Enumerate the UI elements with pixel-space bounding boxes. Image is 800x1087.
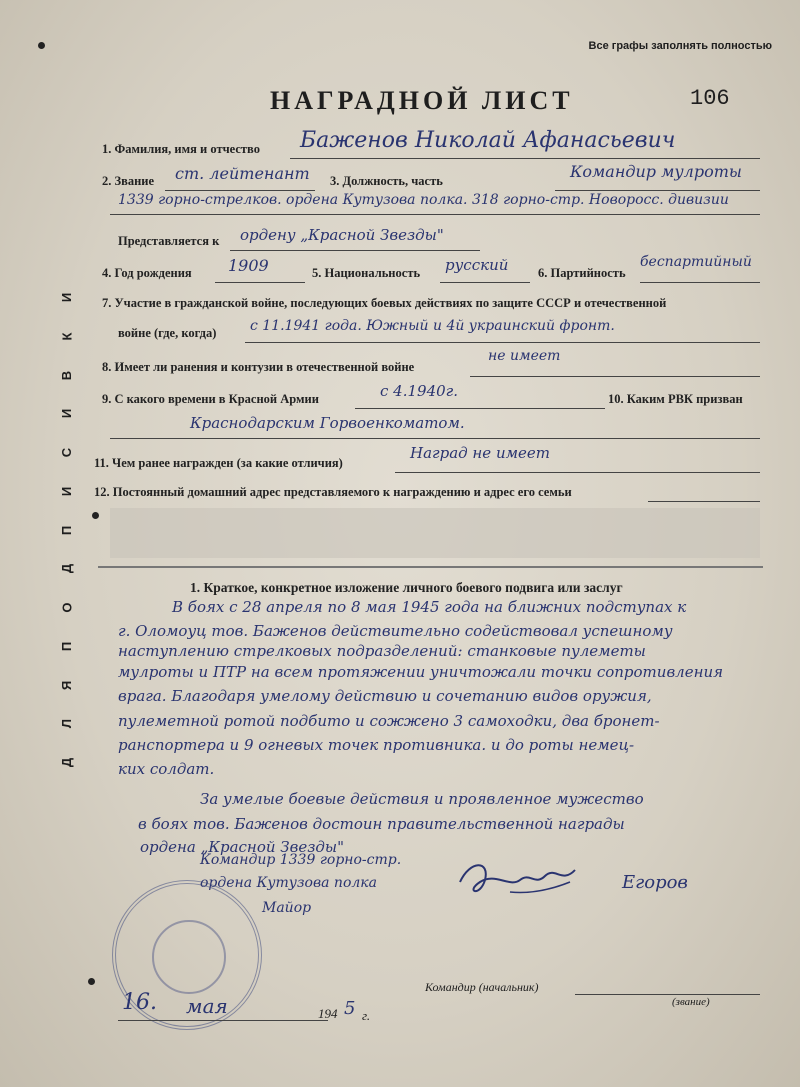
field-3-label: 3. Должность, часть: [330, 174, 443, 188]
vertical-letter: И: [59, 409, 75, 419]
conclusion-line: ордена „Красной Звезды": [140, 838, 345, 856]
field-5-label: 5. Национальность: [312, 266, 421, 280]
represent-value: ордену „Красной Звезды": [240, 226, 444, 244]
field-9-value: с 4.1940г.: [380, 382, 459, 400]
vertical-letter: О: [59, 602, 75, 613]
field-10-label: 10. Каким РВК призван: [608, 392, 743, 406]
field-4-value: 1909: [228, 256, 269, 275]
field-10-value: Краснодарским Горвоенкоматом.: [190, 414, 465, 432]
date-day: 16.: [122, 990, 157, 1015]
signer-position: Командир 1339 горно-стр.: [200, 852, 402, 868]
vertical-letter: И: [59, 486, 75, 496]
field-11-label: 11. Чем ранее награжден (за какие отличия): [94, 456, 343, 470]
vertical-letter: П: [59, 641, 75, 651]
punch-hole: [92, 512, 99, 519]
vertical-letter: Д: [59, 564, 75, 574]
field-12-label: 12. Постоянный домашний адрес представляемого к награждению и адрес его семьи: [94, 485, 572, 499]
field-4-label: 4. Год рождения: [102, 266, 192, 280]
date-month: мая: [186, 994, 228, 1018]
field-1-value: Баженов Николай Афанасьевич: [300, 128, 676, 153]
sheet-number: 106: [690, 86, 730, 111]
conclusion-line: в боях тов. Баженов достоин правительственной награды: [138, 815, 625, 833]
redacted-address: [110, 508, 760, 558]
feat-line: г. Оломоуц тов. Баженов действительно содействовал успешному: [118, 622, 673, 640]
stamp-emblem: [152, 920, 226, 994]
feat-heading: 1. Краткое, конкретное изложение личного боевого подвига или заслуг: [190, 580, 623, 595]
date-year-suffix: 5: [344, 998, 356, 1019]
represent-label: Представляется к: [118, 234, 220, 248]
field-11-value: Наград не имеет: [410, 444, 551, 462]
field-7-label-2: войне (где, когда): [118, 326, 217, 340]
handwritten-signature: [450, 852, 590, 912]
feat-line: мулроты и ПТР на всем протяжении уничтожали точки сопротивления: [118, 663, 724, 681]
vertical-letter: И: [59, 292, 75, 303]
page-title: НАГРАДНОЙ ЛИСТ: [270, 86, 574, 115]
field-2-label: 2. Звание: [102, 174, 155, 188]
vertical-letter: Д: [59, 757, 75, 768]
rank-label: (звание): [672, 996, 710, 1008]
feat-line: врага. Благодаря умелому действию и сочетанию видов оружия,: [118, 687, 652, 705]
fill-instruction: Все графы заполнять полностью: [588, 40, 772, 52]
field-3-value: Командир мулроты: [570, 162, 742, 181]
vertical-letter: П: [59, 525, 75, 535]
signer-name: Егоров: [622, 872, 688, 893]
feat-line: пулеметной ротой подбито и сожжено 3 самоходки, два бронет-: [118, 712, 660, 730]
vertical-letter: С: [59, 447, 75, 458]
vertical-signature-label: [52, 290, 82, 770]
date-year-prefix: 194: [318, 1006, 338, 1021]
commander-label: Командир (начальник): [425, 980, 539, 994]
field-1-label: 1. Фамилия, имя и отчество: [102, 142, 260, 156]
vertical-letter: В: [59, 370, 75, 380]
section-divider: [98, 566, 763, 568]
field-9-label: 9. С какого времени в Красной Армии: [102, 392, 319, 406]
feat-line: В боях с 28 апреля по 8 мая 1945 года на ближних подступах к: [172, 598, 687, 616]
field-8-label: 8. Имеет ли ранения и контузии в отечественной войне: [102, 360, 415, 374]
vertical-letter: Л: [59, 719, 75, 729]
feat-line: ких солдат.: [118, 760, 215, 778]
feat-line: наступлению стрелковых подразделений: станковые пулеметы: [118, 642, 646, 660]
field-6-label: 6. Партийность: [538, 266, 626, 280]
signer-rank: Майор: [262, 900, 312, 916]
field-7-label: 7. Участие в гражданской войне, последующих боевых действиях по защите СССР и отечественной: [102, 296, 667, 310]
field-8-value: не имеет: [488, 348, 561, 364]
signer-position: ордена Кутузова полка: [200, 875, 377, 891]
conclusion-line: За умелые боевые действия и проявленное мужество: [200, 790, 644, 808]
field-6-value: беспартийный: [640, 254, 752, 270]
field-7-value: с 11.1941 года. Южный и 4й украинский фронт.: [250, 318, 615, 334]
feat-line: ранспортера и 9 огневых точек противника. и до роты немец-: [118, 736, 635, 754]
vertical-letter: Я: [59, 680, 75, 690]
field-2-value: ст. лейтенант: [175, 164, 310, 183]
punch-hole: [88, 978, 95, 985]
punch-hole: [38, 42, 45, 49]
field-5-value: русский: [445, 256, 509, 274]
date-g: г.: [362, 1008, 371, 1023]
vertical-letter: К: [59, 332, 75, 341]
field-3-unit: 1339 горно-стрелков. ордена Кутузова полка. 318 горно-стр. Новоросс. дивизии: [118, 192, 729, 208]
